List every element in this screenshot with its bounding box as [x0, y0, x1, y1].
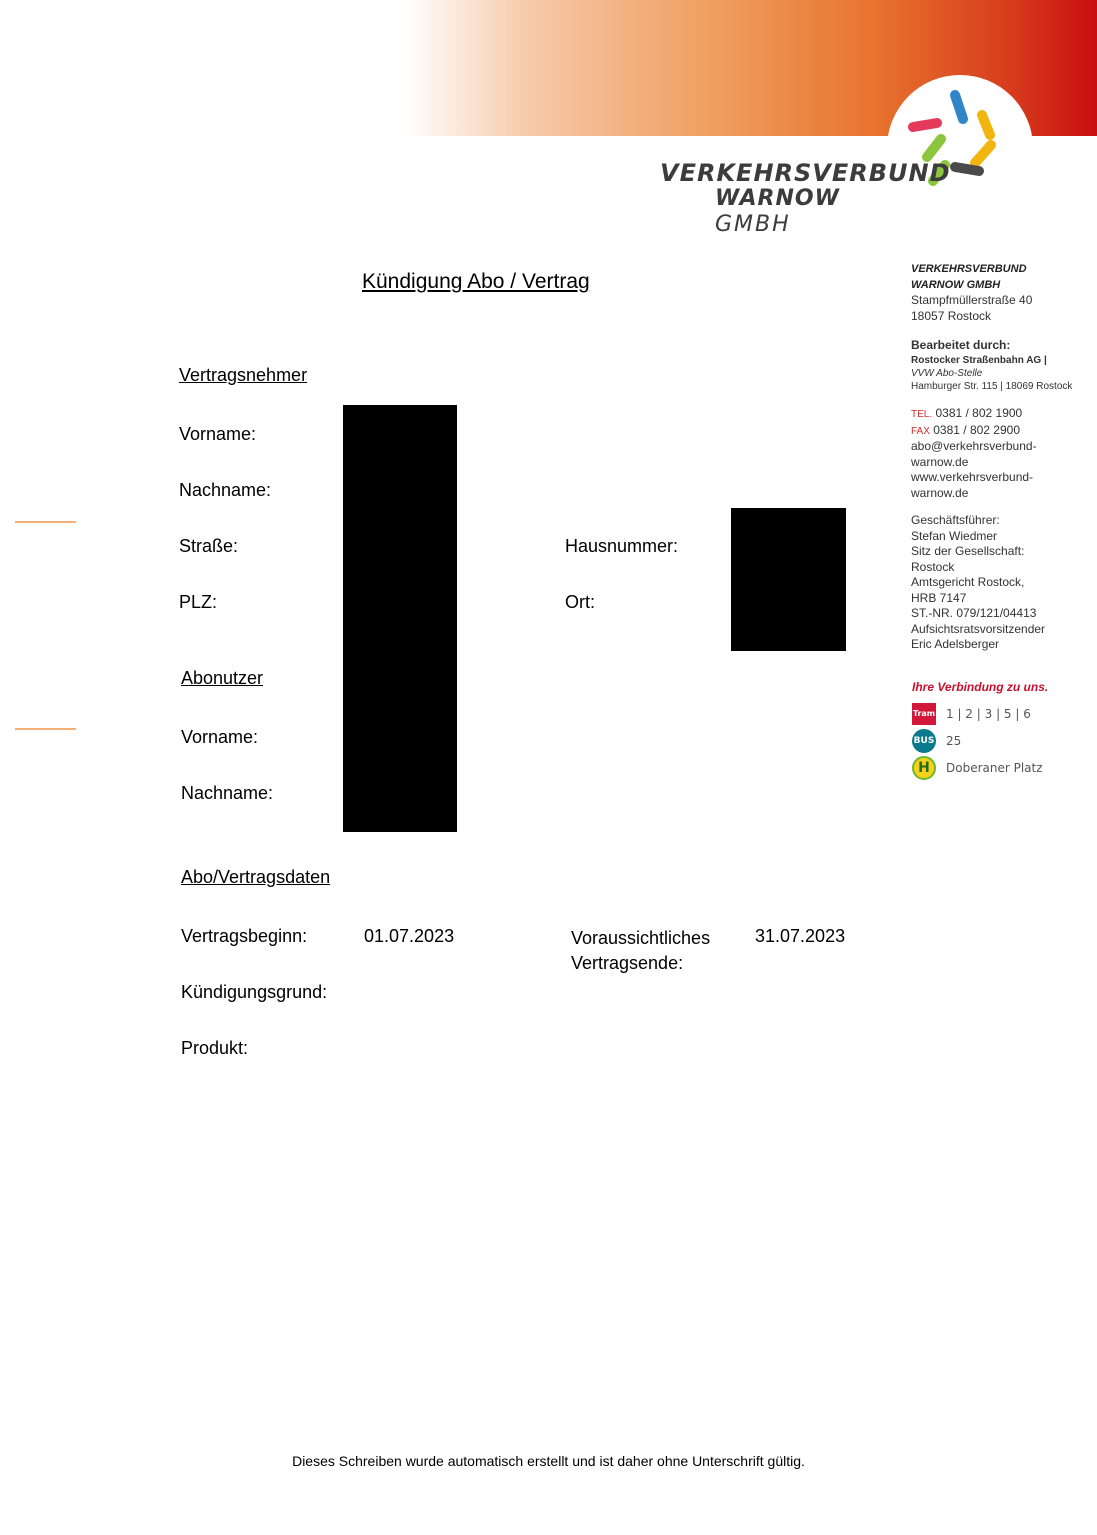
sidebar-sitz-label: Sitz der Gesellschaft: [911, 544, 1025, 558]
label-vertragsbeginn: Vertragsbeginn: [181, 926, 308, 946]
fold-mark-bottom [15, 728, 76, 730]
tram-lines: 1 | 2 | 3 | 5 | 6 [946, 706, 1031, 721]
transit-row-tram [912, 700, 1048, 727]
label-strasse: Straße: [179, 536, 239, 556]
sidebar-connection-heading: Ihre Verbindung zu uns. [912, 680, 1049, 694]
sidebar-court: Amtsgericht Rostock, [911, 575, 1025, 589]
redaction-block-personal-data [343, 405, 457, 832]
bus-lines: 25 [946, 733, 962, 748]
sidebar-fax-number: 0381 / 802 2900 [933, 422, 1020, 437]
sidebar-hrb: HRB 7147 [911, 590, 967, 605]
sidebar-processed-address: Hamburger Str. 115 | 18069 Rostock [911, 380, 1073, 392]
logo-line1: VERKEHRSVERBUND [660, 159, 951, 187]
sidebar-company-block [911, 262, 1032, 324]
sidebar-processed-block [911, 338, 1072, 393]
sidebar-gf-name: Stefan Wiedmer [911, 528, 998, 543]
sidebar-street: Stampfmüllerstraße 40 [911, 293, 1033, 307]
sidebar-processed-dept: VVW Abo-Stelle [911, 367, 983, 379]
sidebar-legal-block [911, 513, 1045, 653]
sidebar-ar-name: Eric Adelsberger [911, 637, 1000, 651]
label-ort: Ort: [565, 592, 595, 612]
logo-line2-light: GMBH [715, 212, 791, 237]
sidebar-email-line1[interactable]: abo@verkehrsverbund- [911, 439, 1037, 453]
label-nachname: Nachname: [179, 480, 272, 500]
sidebar-sitz: Rostock [911, 559, 955, 574]
label-abonutzer-nachname: Nachname: [181, 783, 274, 803]
logo-wordmark [660, 159, 951, 238]
label-kuendigungsgrund: Kündigungsgrund: [181, 982, 328, 1002]
sidebar-tel-prefix: TEL. [911, 409, 933, 420]
redaction-block-address [731, 508, 846, 651]
fold-mark-top [15, 521, 76, 523]
section-heading-vertragsdaten: Abo/Vertragsdaten [181, 867, 331, 887]
sidebar-web-line2[interactable]: warnow.de [911, 485, 969, 500]
sidebar-tel [911, 406, 1037, 423]
tram-icon: Tram [912, 703, 936, 725]
bus-stop-icon: H [912, 756, 936, 780]
sidebar-contact-block [911, 406, 1037, 501]
label-vertragsende-line2: Vertragsende: [571, 953, 684, 973]
footer-note: Dieses Schreiben wurde automatisch erstellt und ist daher ohne Unterschrift gültig. [292, 1453, 805, 1469]
sidebar-company-line1: VERKEHRSVERBUND [911, 263, 1027, 275]
section-heading-vertragsnehmer: Vertragsnehmer [179, 365, 308, 385]
value-vertragsbeginn: 01.07.2023 [364, 926, 455, 946]
label-vertragsende [571, 926, 710, 976]
label-abonutzer-vorname: Vorname: [181, 727, 259, 747]
sidebar-gf-label: Geschäftsführer: [911, 513, 1000, 527]
sidebar-fax [911, 423, 1037, 440]
bus-icon: BUS [912, 729, 936, 753]
sidebar-tel-number[interactable]: 0381 / 802 1900 [935, 406, 1023, 420]
section-heading-abonutzer: Abonutzer [181, 668, 264, 688]
sidebar-processed-company: Rostocker Straßenbahn AG | [911, 354, 1047, 366]
sidebar-company-line2: WARNOW GMBH [911, 278, 1001, 291]
logo-line2 [660, 186, 920, 238]
transit-row-bus [912, 727, 1048, 754]
label-hausnummer: Hausnummer: [565, 536, 679, 556]
sidebar-web-line1[interactable]: www.verkehrsverbund- [911, 470, 1034, 484]
sidebar-fax-prefix: FAX [911, 425, 930, 437]
label-produkt: Produkt: [181, 1038, 249, 1058]
value-vertragsende: 31.07.2023 [755, 926, 846, 946]
label-vertragsende-line1: Voraussichtliches [571, 928, 711, 948]
document-title: Kündigung Abo / Vertrag [362, 270, 590, 293]
sidebar-connection-block [912, 680, 1048, 781]
stop-name: Doberaner Platz [946, 760, 1043, 775]
label-vorname: Vorname: [179, 424, 257, 444]
label-plz: PLZ: [179, 592, 218, 612]
sidebar-processed-label: Bearbeitet durch: [911, 338, 1011, 352]
sidebar-ar-label: Aufsichtsratsvorsitzender [911, 621, 1046, 636]
sidebar-city: 18057 Rostock [911, 308, 992, 323]
logo-line2-bold: WARNOW [715, 186, 840, 211]
sidebar-email-line2[interactable]: warnow.de [911, 454, 969, 469]
sidebar-tax: ST.-NR. 079/121/04413 [911, 606, 1037, 620]
transit-row-stop [912, 754, 1048, 781]
